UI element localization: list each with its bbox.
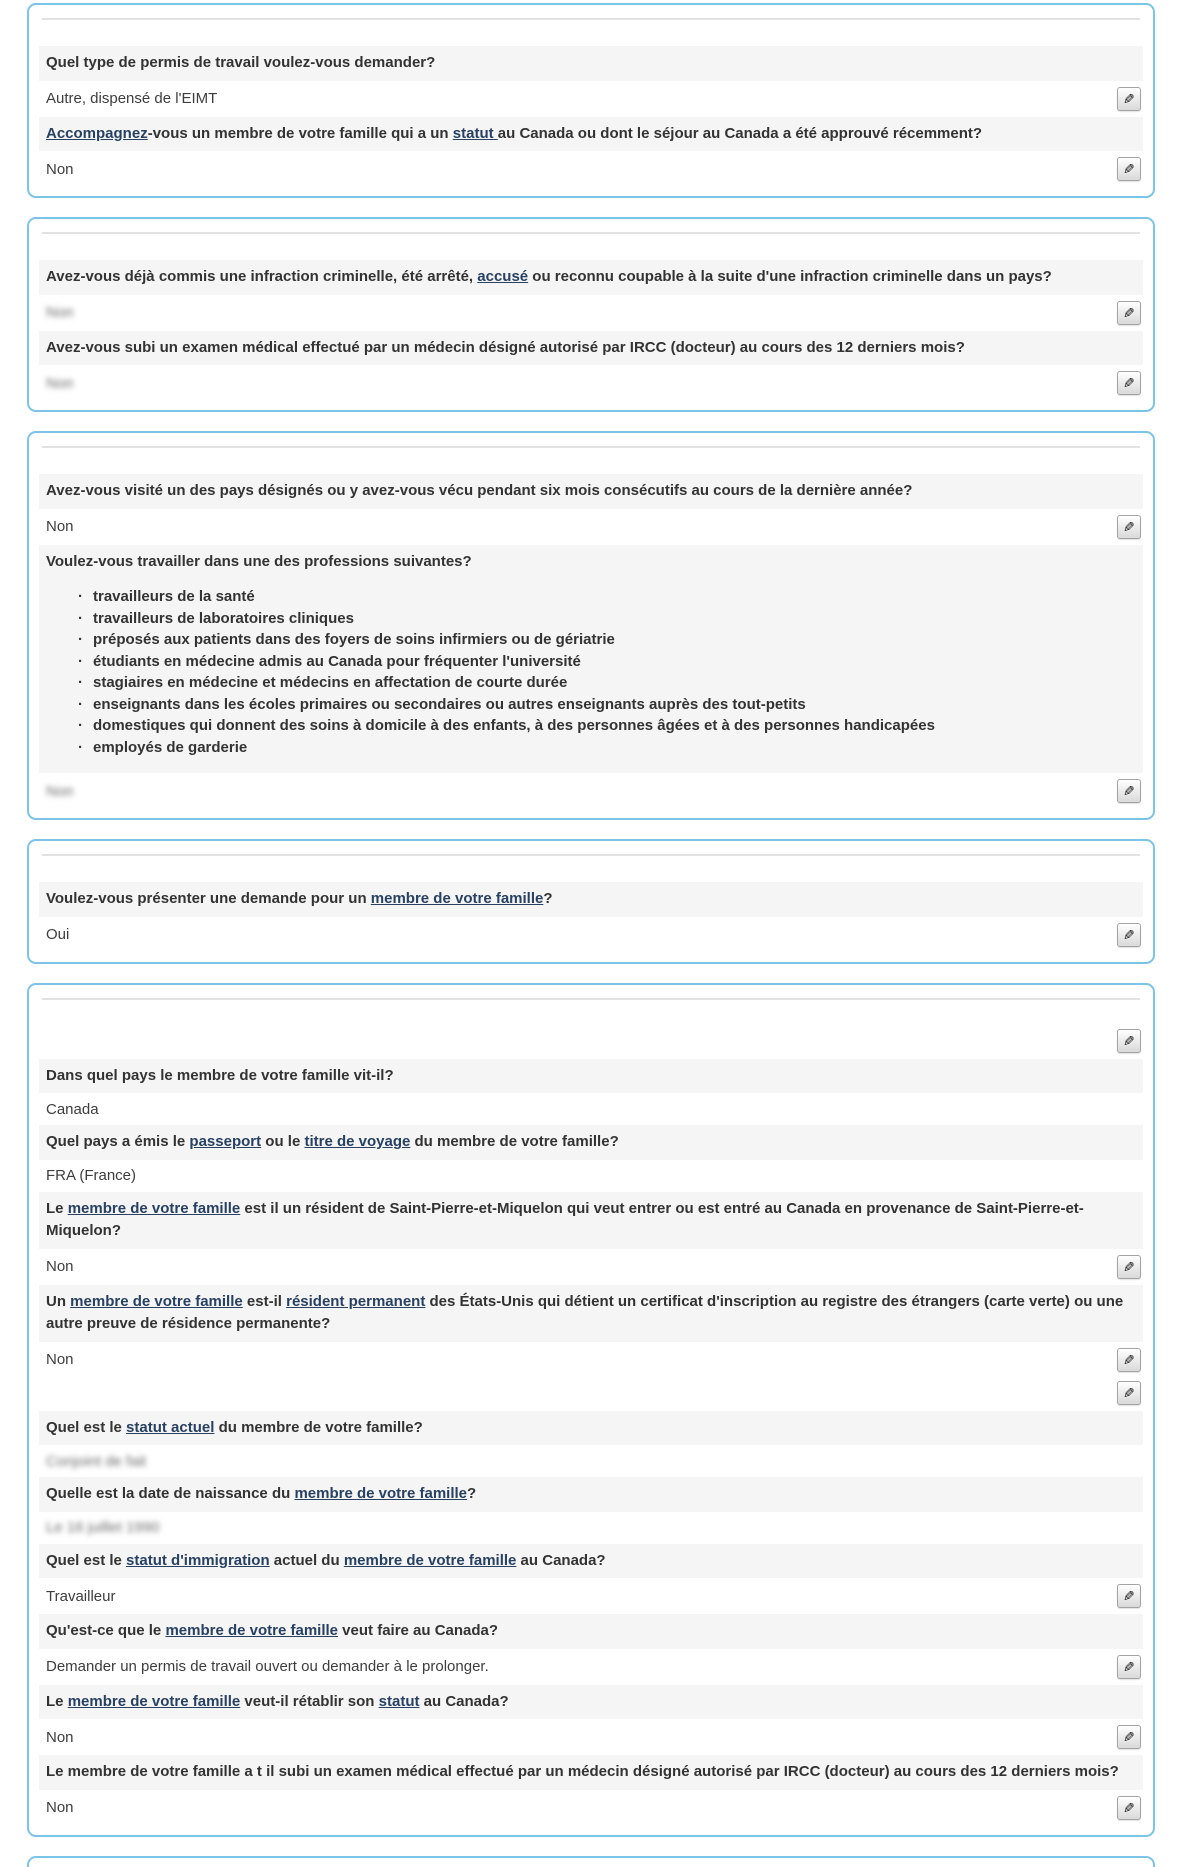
answer-row [39,1515,1143,1541]
question-row [39,1285,1143,1342]
question-text: Un [46,1292,71,1310]
answer-text: Le 16 juillet 1990 [46,1519,160,1536]
profession-item: · domestiques qui donnent des soins à domicile à des enfants, à des personnes âgées et à des personnes handicapées [76,715,1136,737]
answer-text: Non [46,1728,74,1746]
inline-link[interactable]: membre de votre famille [67,1692,241,1710]
professions-list [76,586,1136,758]
question-row [39,882,1143,917]
answer-row [39,1252,1143,1282]
question-row [39,1544,1143,1579]
inline-link[interactable]: accusé [477,268,529,285]
pencil-icon: ✎ [1123,1258,1135,1275]
question-text: ? [543,890,553,907]
qa-section-work-permit-type [27,3,1155,198]
question-text: est-il [242,1292,287,1310]
inline-link[interactable]: membre de votre famille [343,1551,517,1569]
edit-button[interactable] [1117,87,1141,111]
qa-rows [39,260,1143,398]
answer-text: Autre, dispensé de l'EIMT [46,90,218,107]
question-text: au Canada? [516,1551,606,1569]
edit-button[interactable] [1117,1381,1141,1405]
question-text: actuel du [269,1551,344,1569]
answer-row [39,1345,1143,1375]
question-text: Quel est le [46,1551,127,1569]
profession-item: · étudiants en médecine admis au Canada pour fréquenter l'université [76,651,1136,673]
answer-row [39,154,1143,184]
question-text: Qu'est-ce que le [46,1622,166,1639]
question-text: Quelle est la date de naissance du [46,1485,295,1502]
question-row [39,331,1143,366]
profession-item: · employés de garderie [76,737,1136,759]
edit-button[interactable] [1117,1255,1141,1279]
edit-row [39,1026,1143,1056]
section-divider [42,18,1140,20]
answer-text: Non [46,782,74,800]
question-text: Quel pays a émis le [46,1133,190,1150]
question-text: Quel est le [46,1418,127,1436]
next-section-partial [27,1856,1155,1867]
edit-button[interactable] [1117,1655,1141,1679]
question-row [39,1192,1143,1249]
inline-link[interactable]: membre de votre famille [70,1292,243,1310]
pencil-icon: ✎ [1123,783,1135,799]
answer-text: Non [46,1351,74,1368]
inline-link[interactable]: membre de votre famille [67,1199,241,1217]
answer-row [39,1722,1143,1752]
inline-link[interactable]: résident permanent [286,1292,426,1310]
answer-text: Non [46,160,74,178]
inline-link[interactable]: passeport [189,1133,262,1150]
edit-button[interactable] [1117,1725,1141,1749]
pencil-icon: ✎ [1123,304,1135,321]
inline-link[interactable]: titre de voyage [304,1133,411,1150]
qa-rows [39,46,1143,184]
section-divider [42,232,1140,234]
pencil-icon: ✎ [1123,1032,1135,1049]
question-text: Le membre de votre famille a t il subi un examen médical effectué par un médecin désigné autorisé par IRCC (docteur) au cours des 12 derniers mois? [46,1763,1119,1780]
question-row [39,474,1143,509]
answer-text: Non [46,1258,74,1275]
inline-link[interactable]: statut d'immigration [126,1551,270,1569]
question-text: veut-il rétablir son [240,1692,379,1710]
inline-link[interactable]: statut [378,1692,420,1710]
question-text: Quel type de permis de travail voulez-vous demander? [46,54,436,71]
pencil-icon: ✎ [1123,926,1135,943]
answer-row [39,512,1143,542]
section-divider [42,854,1140,856]
question-text: au Canada? [419,1692,509,1710]
inline-link[interactable]: membre de votre famille [294,1485,468,1502]
question-row [39,1685,1143,1720]
question-text: du membre de votre famille? [214,1418,423,1436]
question-row [39,46,1143,81]
question-text: des États-Unis qui détient un certificat d'inscription au registre des étrangers (carte verte) ou une autre preuve de résidence permanente? [46,1292,1124,1332]
question-row [39,1477,1143,1512]
pencil-icon: ✎ [1123,161,1135,177]
inline-link[interactable]: membre de votre famille [370,890,544,907]
answer-text: Non [46,304,74,321]
inline-link[interactable]: statut actuel [126,1418,215,1436]
profession-item: · stagiaires en médecine et médecins en affectation de courte durée [76,672,1136,694]
edit-button[interactable] [1117,515,1141,539]
answer-row [39,1163,1143,1189]
answer-text: Demander un permis de travail ouvert ou demander à le prolonger. [46,1658,489,1675]
pencil-icon: ✎ [1123,1729,1135,1745]
question-row [39,1755,1143,1790]
question-row [39,260,1143,295]
answer-text: Non [46,1799,74,1816]
edit-button[interactable] [1117,371,1141,395]
edit-button[interactable] [1117,923,1141,947]
qa-section-family-member-application [27,839,1155,964]
qa-rows [39,882,1143,950]
section-divider [42,446,1140,448]
edit-button[interactable] [1117,301,1141,325]
question-text: ou reconnu coupable à la suite d'une infraction criminelle dans un pays? [528,268,1052,285]
answer-text: Conjoint de fait [46,1452,147,1470]
answer-row [39,1652,1143,1682]
edit-button[interactable] [1117,157,1141,181]
answer-row [39,1793,1143,1823]
answer-text: Travailleur [46,1587,116,1605]
question-text: ? [467,1485,477,1502]
question-text: -vous un membre de votre famille qui a un [147,124,453,142]
question-row [39,1125,1143,1160]
qa-section-designated-countries-professions [27,431,1155,820]
answer-text: Non [46,374,74,392]
pencil-icon: ✎ [1123,1799,1135,1816]
pencil-icon: ✎ [1123,1351,1135,1368]
qa-rows [39,474,1143,806]
profession-item: · travailleurs de la santé [76,586,1136,608]
question-row [39,1411,1143,1446]
question-text: Voulez-vous travailler dans une des professions suivantes? [46,552,472,570]
pencil-icon: ✎ [1123,375,1135,391]
question-text: du membre de votre famille? [410,1133,619,1150]
profession-item: · travailleurs de laboratoires cliniques [76,608,1136,630]
answer-row [39,776,1143,806]
pencil-icon: ✎ [1123,1658,1135,1675]
section-divider [42,998,1140,1000]
pencil-icon: ✎ [1123,1588,1135,1604]
question-text: Le [46,1199,68,1217]
question-text: ou le [261,1133,305,1150]
question-text: Voulez-vous présenter une demande pour un [46,890,371,907]
pencil-icon: ✎ [1123,90,1135,107]
pencil-icon: ✎ [1123,1384,1135,1401]
edit-button[interactable] [1117,1584,1141,1608]
sections-container [27,3,1155,1837]
question-text: Avez-vous déjà commis une infraction criminelle, été arrêté, [46,268,478,285]
qa-section-family-member-details [27,983,1155,1837]
answer-text: Non [46,518,74,535]
qa-section-criminality-medical [27,217,1155,412]
edit-button[interactable] [1117,779,1141,803]
question-text: Avez-vous visité un des pays désignés ou y avez-vous vécu pendant six mois consécutifs au cours de la dernière année? [46,482,913,499]
answer-row [39,368,1143,398]
profession-item: · préposés aux patients dans des foyers de soins infirmiers ou de gériatrie [76,629,1136,651]
qa-rows [39,1026,1143,1823]
edit-button[interactable] [1117,1029,1141,1053]
answer-row [39,1096,1143,1122]
question-text: au Canada ou dont le séjour au Canada a été approuvé récemment? [497,124,983,142]
answer-row [39,84,1143,114]
edit-button[interactable] [1117,1348,1141,1372]
profession-item: · enseignants dans les écoles primaires ou secondaires ou autres enseignants auprès des tout-petits [76,694,1136,716]
question-row [39,117,1143,152]
answer-text: Canada [46,1100,99,1118]
answer-text: FRA (France) [46,1167,137,1184]
question-text: est il un résident de Saint-Pierre-et-Miquelon qui veut entrer ou est entré au Canada en provenance de Saint-Pierre-et-Miquelon? [46,1199,1084,1239]
edit-button[interactable] [1117,1796,1141,1820]
edit-row [39,1378,1143,1408]
inline-link[interactable]: statut [452,124,498,142]
question-text: Avez-vous subi un examen médical effectué par un médecin désigné autorisé par IRCC (docteur) au cours des 12 derniers mois? [46,338,965,356]
answer-row [39,1581,1143,1611]
question-text: veut faire au Canada? [338,1622,499,1639]
answer-row [39,298,1143,328]
question-text: Dans quel pays le membre de votre famille vit-il? [46,1066,394,1084]
question-row [39,1059,1143,1094]
question-text: Le [46,1692,68,1710]
inline-link[interactable]: Accompagnez [46,124,148,142]
answer-row [39,1448,1143,1474]
inline-link[interactable]: membre de votre famille [165,1622,339,1639]
question-row [39,545,1143,774]
answer-text: Oui [46,926,70,943]
pencil-icon: ✎ [1123,518,1135,535]
answer-row [39,920,1143,950]
question-row [39,1614,1143,1649]
